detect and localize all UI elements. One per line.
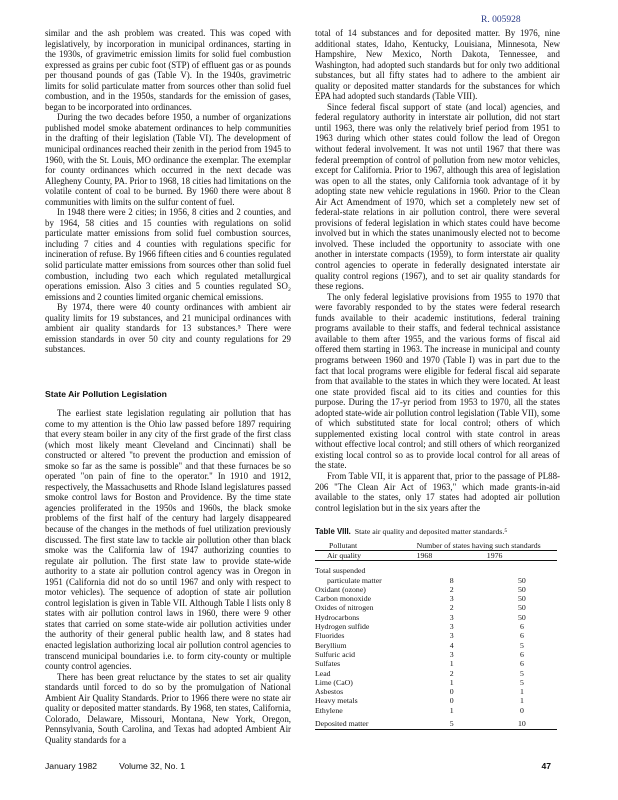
value-1968: 8 <box>449 575 454 585</box>
left-column-bottom-text <box>45 408 291 746</box>
left-column-top-text <box>45 28 291 355</box>
value-1968: 3 <box>449 612 454 622</box>
table-row <box>315 650 557 659</box>
two-column-body <box>45 28 560 745</box>
value-1968: 1 <box>449 659 454 669</box>
value-1968: 3 <box>449 622 454 632</box>
value-1968: 5 <box>417 719 487 730</box>
column-header-number: Number of states having such standards <box>417 541 557 551</box>
table-caption-text: State air quality and deposited matter standards.⁵ <box>354 527 508 537</box>
pollutant-name: Total suspended <box>315 566 366 576</box>
value-1968: 2 <box>449 603 454 613</box>
table-row-deposited <box>315 719 557 730</box>
value-1976: 50 <box>518 612 526 622</box>
pollutant-name: Ethylene <box>315 705 343 715</box>
paragraph: By 1974, there were 40 county ordinances with ambient air quality limits for 19 substances, and 21 municipal ordinances with ambient air quality standards for 13 substances.⁵ There were emission standards in over 50 city and county regulations for 29 substances. <box>45 302 291 355</box>
footer <box>45 761 551 772</box>
value-1976: 5 <box>519 677 524 687</box>
pollutant-name: Hydrocarbons <box>315 612 360 622</box>
pollutant-name: Hydrogen sulfide <box>315 622 370 632</box>
value-1968: 2 <box>449 584 454 594</box>
pollutant-name: Oxides of nitrogen <box>315 603 374 613</box>
standards-table <box>315 541 557 731</box>
subheader-air-quality: Air quality <box>315 550 417 560</box>
column-header-1976: 1976 <box>487 550 557 560</box>
table-row <box>315 576 557 585</box>
value-1976: 50 <box>518 575 526 585</box>
value-1976: 1 <box>519 687 524 697</box>
pollutant-name: Fluorides <box>315 631 345 641</box>
table-row <box>315 641 557 650</box>
value-1968: 1 <box>449 705 454 715</box>
value-1976: 50 <box>518 603 526 613</box>
value-1976: 6 <box>519 631 524 641</box>
table-row <box>315 585 557 594</box>
value-1976: 10 <box>487 719 557 730</box>
right-column <box>315 28 560 730</box>
paragraph: Since federal fiscal support of state (and local) agencies, and federal regulatory authority in interstate air pollution, did not start until 1963, there was only the relatively brief period from 1951 to 1963 during which other states could follow the lead of Oregon without federal involvement. It was not until 1967 that there was federal preemption of control of pollution from new motor vehicles, except for California. Prior to 1967, although this area of legislation was open to all the states, only California took advantage of it by adopting state new vehicle regulations in 1960. Prior to the Clean Air Act Amendment of 1970, which set a completely new set of federal-state relations in air pollution control, there were several provisions of federal legislation in which states could have become involved but in which the states unanimously elected not to become involved. These included the opportunity to associate with one another in interstate compacts (1959), to form interstate air quality control agencies to operate in federally designated interstate air quality control regions (1967), and to set air quality standards for these regions. <box>315 101 560 292</box>
table-row <box>315 613 557 622</box>
pollutant-name: Oxidant (ozone) <box>315 584 366 594</box>
table-row <box>315 706 557 715</box>
table-row <box>315 594 557 603</box>
value-1976: 50 <box>518 594 526 604</box>
right-column-text <box>315 28 560 513</box>
value-1976: 5 <box>519 668 524 678</box>
paragraph: From Table VII, it is apparent that, prior to the passage of PL88-206 "The Clean Air Act of 1963," which made grants-in-aid available to the states, only 17 states had adopted air pollution control legislation but in the six years after the <box>315 470 560 513</box>
pollutant-name-cont: particulate matter <box>327 575 382 585</box>
value-1968: 2 <box>449 668 454 678</box>
value-1976: 6 <box>519 649 524 659</box>
table-label: Table VIII. <box>315 527 351 537</box>
value-1976: 6 <box>519 622 524 632</box>
value-1976: 6 <box>519 659 524 669</box>
pollutant-name: Sulfuric acid <box>315 649 356 659</box>
document-id-stamp: R. 005928 <box>481 15 521 25</box>
value-1968: 3 <box>449 631 454 641</box>
pollutant-name: Asbestos <box>315 687 344 697</box>
value-1968: 4 <box>449 640 454 650</box>
value-1968: 1 <box>449 677 454 687</box>
left-column <box>45 28 291 745</box>
value-1976: 5 <box>519 640 524 650</box>
value-1976: 1 <box>519 696 524 706</box>
value-1976: 0 <box>519 705 524 715</box>
table-row <box>315 622 557 631</box>
table-row <box>315 659 557 668</box>
value-1968: 3 <box>449 594 454 604</box>
paragraph: In 1948 there were 2 cities; in 1956, 8 cities and 2 counties, and by 1964, 58 cities and 15 counties with regulations on solid particulate matter emissions from solid fuel combustion sources, including 7 cities and 4 counties with regulations specific for incineration of refuse. By 1966 fifteen cities and 6 counties regulated solid particulate matter emissions from sources other than solid fuel combustion, including two each which regulated metallurgical operations emission. Also 3 cities and 5 counties regulated SO₂ emissions and 2 counties limited organic chemical emissions. <box>45 207 291 302</box>
table-row <box>315 603 557 612</box>
paragraph: The only federal legislative provisions from 1955 to 1970 that were favorably responded to by the states were federal research funds available to their academic institutions, federal training programs available to their staffs, and federal technical assistance available to them after 1955, and the various forms of fiscal aid offered them starting in 1963. The increase in municipal and county programs between 1960 and 1970 (Table I) was in part due to the fact that local programs were eligible for federal fiscal aid separate from that available to the states in which they were located. At least one state provided fiscal aid to its cities and counties for this purpose. During the 17-yr period from 1953 to 1970, all the states adopted state-wide air pollution control legislation (Table VII), some of which substituted state for local control; others of which supplemented existing local control with state control in areas without effective local control; and still others of which reorganized existing local control so as to provide local control for all areas of the state. <box>315 291 560 471</box>
pollutant-name: Lime (CaO) <box>315 677 353 687</box>
pollutant-name: Heavy metals <box>315 696 358 706</box>
value-1968: 0 <box>449 696 454 706</box>
issue-date: January 1982 <box>45 761 98 772</box>
pollutant-name: Lead <box>315 668 331 678</box>
column-header-pollutant: Pollutant <box>315 541 417 551</box>
paragraph: similar and the ash problem was created. This was coped with legislatively, by incorporation in municipal ordinances, starting in the 1930s, of gravimetric emission limits for solid fuel combustion expressed as grains per cubic foot (STP) of effluent gas or as pounds per thousand pounds of gas (Table V). In the 1940s, gravimetric limits for solid particulate matter from sources other than solid fuel combustion, and in the 1950s, standards for the emission of gases, began to be incorporated into ordinances. <box>45 28 291 112</box>
paragraph: The earliest state legislation regulating air pollution that has come to my attention is the Ohio law passed before 1897 requiring that every steam boiler in any city of the first grade of the first class (which most likely meant Cleveland and Cincinnati) shall be constructed or altered "to prevent the production and emission of smoke so far as the same is possible" and that these furnaces be so operated "on pain of fine to the operator." In 1910 and 1912, respectively, the Massachusetts and Rhode Island legislatures passed smoke control laws for Boston and Providence. By the time state agencies proliferated in the 1950s and 1960s, the black smoke problems of the first half of the century had largely disappeared because of the changes in the methods of fuel utilization previously discussed. The first state law to tackle air pollution other than black smoke was the California law of 1947 authorizing counties to regulate air pollution. The first state law to provide state-wide authority to a state air pollution control agency was in Oregon in 1951 (California did not do so until 1967 and only with respect to motor vehicles). The sequence of adoption of state air pollution control legislation is given in Table VII. Although Table I lists only 8 states with air pollution control laws in 1960, there were 9 other states that carried on some state-wide air pollution activities under the authority of their general public health law, and 8 states had enacted legislation authorizing local air pollution control agencies to transcend municipal boundaries i.e. to form city-county or multiple county control agencies. <box>45 407 291 672</box>
pollutant-name: Deposited matter <box>315 719 417 730</box>
table-row <box>315 631 557 640</box>
value-1968: 3 <box>449 649 454 659</box>
column-header-1968: 1968 <box>417 550 487 560</box>
pollutant-name: Carbon monoxide <box>315 594 372 604</box>
pollutant-name: Beryllium <box>315 640 347 650</box>
paragraph: There has been great reluctance by the states to set air quality standards until forced to do so by the promulgation of National Ambient Air Quality Standards. Prior to 1966 there were no state air quality or deposited matter standards. By 1968, ten states, California, Colorado, Delaware, Missouri, Montana, New York, Oregon, Pennsylvania, South Carolina, and Texas had adopted Ambient Air Quality standards for a <box>45 671 291 745</box>
table-row <box>315 696 557 705</box>
paragraph: During the two decades before 1950, a number of organizations published model smoke abatement ordinances to help communities in the drafting of their legislation (Table VI). The development of municipal ordinances reached their zenith in the period from 1945 to 1960, with the St. Louis, MO ordinance the exemplar. The exemplar for county ordinances which occurred in the next decade was Allegheny County, PA. Prior to 1968, 18 cities had limitations on the volatile content of coal to be burned. By 1960 there were about 8 communities with limits on the sulfur content of fuel. <box>45 112 291 207</box>
value-1976: 50 <box>518 584 526 594</box>
table-row <box>315 687 557 696</box>
footer-left <box>45 761 185 772</box>
table-row <box>315 669 557 678</box>
pollutant-name: Sulfates <box>315 659 341 669</box>
table-row <box>315 678 557 687</box>
value-1968: 0 <box>449 687 454 697</box>
section-heading: State Air Pollution Legislation <box>45 388 167 399</box>
page-number: 47 <box>541 761 551 772</box>
paragraph: total of 14 substances and for deposited matter. By 1976, nine additional states, Idaho, Kentucky, Louisiana, Minnesota, New Hampshire, New Mexico, North Dakota, Tennessee, and Washington, had adopted such standards but for only two additional substances, but all fifty states had to adhere to the ambient air quality or deposited matter standards for the substances for which EPA had adopted such standards (Table VIII). <box>315 28 560 102</box>
volume-number: Volume 32, No. 1 <box>119 761 186 772</box>
table-caption <box>315 527 560 537</box>
table-row <box>315 566 557 575</box>
